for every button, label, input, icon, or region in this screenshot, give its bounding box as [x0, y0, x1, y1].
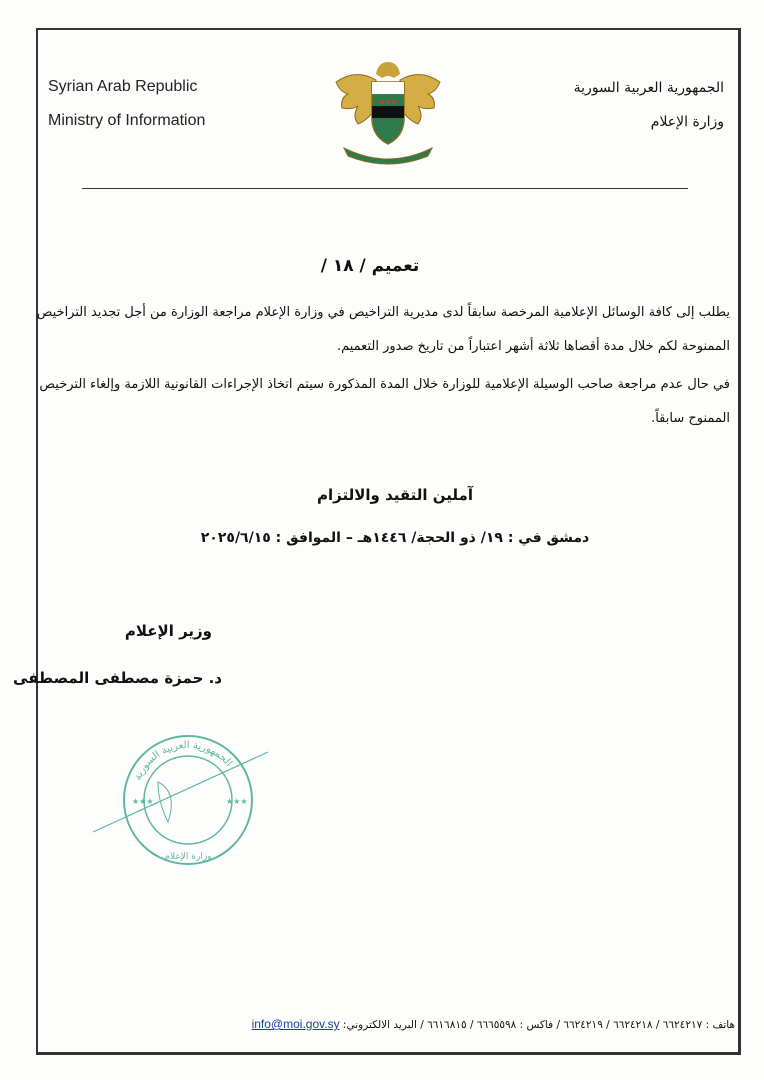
closing-line: آملين التقيد والالتزام [317, 486, 473, 504]
official-stamp [88, 722, 278, 872]
svg-text:الجمهورية العربية السورية [132, 740, 234, 782]
header-ar-ministry: وزارة الإعلام [650, 114, 724, 130]
footer-phone-fax: هاتف : ٦٦٢٤٢١٧ / ٦٦٢٤٢١٨ / ٦٦٢٤٢١٩ / فاكس : ٦٦٦٥٥٩٨ / ٦٦١٦٨١٥ / البريد الالكتروني: [342, 1019, 735, 1031]
signatory-position: وزير الإعلام [124, 622, 212, 640]
circular-number-title: تعميم / ١٨ / [320, 256, 420, 276]
footer-contacts [88, 1017, 735, 1031]
svg-text:★★★: ★★★ [132, 797, 154, 806]
syrian-eagle-emblem-icon [332, 58, 444, 166]
footer-email-link[interactable]: info@moi.gov.sy [251, 1017, 340, 1031]
header-ar-country: الجمهورية العربية السورية [573, 80, 724, 96]
header-en-ministry: Ministry of Information [48, 112, 206, 129]
signatory-name: د. حمزة مصطفى المصطفى [13, 669, 222, 687]
paragraph-2: في حال عدم مراجعة صاحب الوسيلة الإعلامية للوزارة خلال المدة المذكورة سيتم اتخاذ الإجراءات القانونية اللازمة وإلغاء الترخيص الممنوح سابقاً. [39, 377, 730, 426]
svg-text:★★★: ★★★ [378, 98, 398, 106]
header-en-country: Syrian Arab Republic [48, 78, 198, 95]
stamp-ring-text: الجمهورية العربية السورية [132, 739, 235, 783]
paragraph-1: يطلب إلى كافة الوسائل الإعلامية المرخصة سابقاً لدى مديرية التراخيص في وزارة الإعلام مراجعة الوزارة من أجل تجديد التراخيص الممنوحة لكم خلال مدة أقصاها ثلاثة أشهر اعتباراً من تاريخ صدور التعميم. [36, 305, 730, 354]
svg-text:★★★: ★★★ [226, 797, 248, 806]
stamp-bottom-text: وزارة الإعلام [164, 852, 212, 862]
header-divider [82, 188, 688, 189]
date-line: دمشق في : ١٩/ ذو الحجة/ ١٤٤٦هـ – الموافق : ٢٠٢٥/٦/١٥ [200, 530, 590, 546]
